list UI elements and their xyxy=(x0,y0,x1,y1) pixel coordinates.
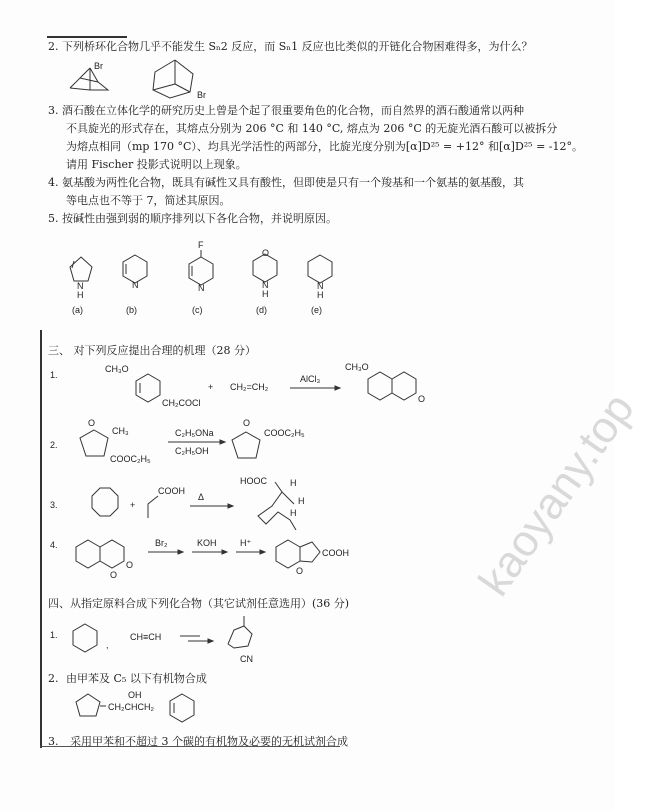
morpholine-structure xyxy=(250,248,280,315)
margin-line xyxy=(40,330,42,748)
bromoadamantane-structure xyxy=(145,58,220,103)
svg-text:H: H xyxy=(262,289,269,299)
question-3-line: 3. 酒石酸在立体化学的研究历史上曾是个起了很重要角色的化合物，而自然界的酒石酸通常以两种 xyxy=(48,104,524,117)
svg-text:N: N xyxy=(198,283,205,293)
svg-text:Δ: Δ xyxy=(198,492,205,502)
svg-text:CH₂CHCH₂: CH₂CHCH₂ xyxy=(108,702,154,712)
svg-text:+: + xyxy=(208,382,214,392)
svg-text:O: O xyxy=(418,394,426,404)
question-4-line: 4. 氨基酸为两性化合物，既具有碱性又具有酸性，但即使是只有一个羧基和一个氨基的氨基酸，其 xyxy=(48,176,524,189)
svg-text:F: F xyxy=(198,240,204,250)
svg-text:O: O xyxy=(243,418,251,428)
synthesis-4-3-text: 采用甲苯和不超过 3 个碳的有机物及必要的无机试剂合成 xyxy=(70,735,348,748)
svg-text:H: H xyxy=(77,290,84,300)
bromonorbornane-structure xyxy=(68,60,118,95)
svg-text:2.: 2. xyxy=(50,440,58,450)
svg-text:O: O xyxy=(262,248,270,258)
svg-text:1.: 1. xyxy=(50,630,58,640)
synthesis-4-2-text: 由甲苯及 C₅ 以下有机物合成 xyxy=(66,672,207,685)
svg-text:CN: CN xyxy=(240,654,253,664)
svg-text:3.: 3. xyxy=(50,500,58,510)
svg-text:OH: OH xyxy=(128,690,142,700)
reaction-3-3 xyxy=(50,476,350,536)
synthesis-4-3-number: 3. xyxy=(48,735,59,748)
reaction-3-1 xyxy=(50,362,430,407)
svg-text:Br: Br xyxy=(94,61,103,71)
question-3-line: 不具旋光的形式存在，其熔点分别为 206 °C 和 140 °C, 熔点为 206 °C 的无旋光酒石酸可以被拆分 xyxy=(66,122,558,135)
divider xyxy=(47,36,127,38)
svg-text:CH₂COCl: CH₂COCl xyxy=(162,398,201,408)
synthesis-4-2-target xyxy=(72,690,202,730)
svg-text:(e): (e) xyxy=(311,305,322,315)
svg-text:+: + xyxy=(130,500,136,510)
fluoropyridine-structure xyxy=(186,240,216,315)
svg-text:Br₂: Br₂ xyxy=(155,538,168,548)
svg-text:COOC₂H₅: COOC₂H₅ xyxy=(110,454,151,464)
reaction-3-4 xyxy=(50,534,350,584)
question-3-line: 为熔点相同（mp 170 °C）、均具光学活性的两部分，比旋光度分别为[α]D²⁵ = +12° 和[α]D²⁵ = -12°。 xyxy=(66,140,584,153)
svg-text:N: N xyxy=(317,281,324,291)
svg-text:(c): (c) xyxy=(192,305,203,315)
svg-text:N: N xyxy=(77,281,84,291)
svg-text:CH₂=CH₂: CH₂=CH₂ xyxy=(230,382,269,392)
svg-text:H: H xyxy=(317,290,324,300)
svg-text:O: O xyxy=(126,560,134,570)
svg-text:Br: Br xyxy=(197,90,206,100)
question-3-line: 请用 Fischer 投影式说明以上现象。 xyxy=(66,158,247,171)
svg-text:CH≡CH: CH≡CH xyxy=(130,632,162,642)
svg-text:COOC₂H₅: COOC₂H₅ xyxy=(264,428,305,438)
synthesis-4-2-number: 2. xyxy=(48,672,59,685)
svg-text:CH₃: CH₃ xyxy=(112,426,129,436)
svg-text:1.: 1. xyxy=(50,370,58,380)
svg-text:O: O xyxy=(296,566,304,576)
piperidine-structure xyxy=(305,255,335,315)
svg-text:COOH: COOH xyxy=(322,548,349,558)
svg-text:(a): (a) xyxy=(72,305,83,315)
pyrrole-structure xyxy=(66,255,96,315)
svg-text:(b): (b) xyxy=(126,305,137,315)
svg-text:O: O xyxy=(110,570,118,580)
svg-text:O: O xyxy=(88,418,96,428)
svg-text:COOH: COOH xyxy=(158,486,185,496)
svg-text:(d): (d) xyxy=(256,305,267,315)
svg-text:AlCl₃: AlCl₃ xyxy=(300,374,321,384)
svg-text:H: H xyxy=(290,508,297,518)
synthesis-4-1 xyxy=(48,618,308,668)
svg-text:N: N xyxy=(132,280,139,290)
svg-text:H: H xyxy=(290,478,297,488)
question-2: 2. 下列桥环化合物几乎不能发生 Sₙ2 反应，而 Sₙ1 反应也比类似的开链化合物困难得多，为什么？ xyxy=(48,40,533,53)
svg-text:CH₃O: CH₃O xyxy=(345,362,369,372)
svg-text:N: N xyxy=(262,280,269,290)
question-4-line: 等电点也不等于 7，简述其原因。 xyxy=(66,194,231,207)
watermark: kaoyany.top xyxy=(469,384,644,605)
svg-text:,: , xyxy=(106,640,109,650)
reaction-3-2 xyxy=(50,418,350,468)
question-5: 5. 按碱性由强到弱的顺序排列以下各化合物，并说明原因。 xyxy=(48,212,337,225)
svg-text:CH₃O: CH₃O xyxy=(105,364,129,374)
pyridine-structure xyxy=(120,255,150,315)
section-3-title: 三、 对下列反应提出合理的机理（28 分） xyxy=(48,344,256,357)
svg-text:C₂H₅OH: C₂H₅OH xyxy=(175,446,209,456)
svg-text:H⁺: H⁺ xyxy=(240,538,252,548)
svg-text:HOOC: HOOC xyxy=(240,476,267,486)
svg-text:4.: 4. xyxy=(50,540,58,550)
svg-text:KOH: KOH xyxy=(197,538,217,548)
section-4-title: 四、从指定原料合成下列化合物（其它试剂任意选用）(36 分) xyxy=(48,597,350,610)
svg-text:H: H xyxy=(298,496,305,506)
svg-text:C₂H₅ONa: C₂H₅ONa xyxy=(175,428,214,438)
